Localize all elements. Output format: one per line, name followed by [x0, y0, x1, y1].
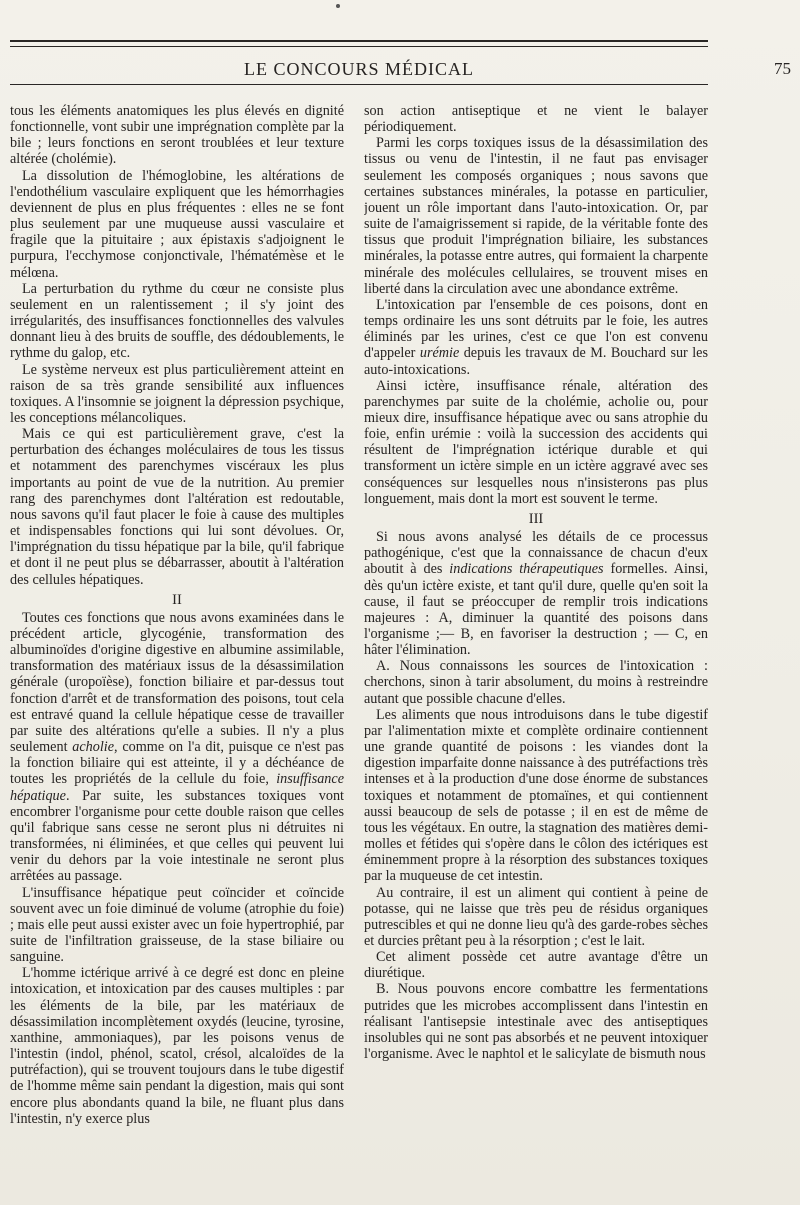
italic-term: indications thérapeutiques	[449, 561, 604, 578]
running-title: LE CONCOURS MÉDICAL	[243, 59, 474, 79]
paragraph	[364, 297, 708, 378]
paragraph: B. Nous pouvons encore combattre les fermentations putrides que les microbes accomplissent dans l'intestin en réalisant l'antisepsie intestinale avec des antiseptiques insolubles qui ne sont pas absorbés et ne peuvent intoxiquer l'organisme. Avec le naphtol et le salicylate de bismuth nous	[364, 981, 708, 1063]
paragraph: tous les éléments anatomiques les plus élevés en dignité fonctionnelle, vont subir une imprégnation complète par la bile ; leurs fonctions en seront troublées et leur texture altérée (cholémie).	[10, 103, 344, 168]
text-run: Toutes ces fonctions que nous avons examinées dans le précédent article, glycogénie, transformation des albuminoïdes d'origine digestive en albumine assimilable, transformation des matériaux issus de la désassimilation générale (uropoïèse), fonction biliaire et par-dessus tout fonction d'arrêt et de transformation des poisons, tout cela est entravé quand la cellule hépatique cesse de travailler par suite des altérations qu'elle a subies. Il n'y a plus seulement	[10, 609, 344, 756]
paragraph: Les aliments que nous introduisons dans le tube digestif par l'alimentation mixte et complète ordinaire contiennent une grande quantité de poisons : les viandes dont la digestion imparfaite donne naissance à des putréfactions très intenses et à la production d'une dose énorme de substances toxiques et notamment de ptomaïnes, et qui contiennent aussi beaucoup de sels de potasse ; il en est de même de tous les végétaux. En outre, la stagnation des matières demi-molles et fétides qui s'opère dans le côlon des ictériques est éminemment propre à la résorption des substances toxiques par la muqueuse de cet intestin.	[364, 706, 708, 885]
header-rule-thin	[10, 46, 708, 47]
paragraph: L'insuffisance hépatique peut coïncider et coïncide souvent avec un foie diminué de volume (atrophie du foie) ; mais elle peut aussi exister avec un foie hypertrophié, par suite de l'infiltration graisseuse, de la stase biliaire ou sanguine.	[10, 884, 344, 966]
section-number: III	[528, 510, 544, 527]
paragraph: Ainsi ictère, insuffisance rénale, altération des parenchymes par suite de la cholémie, acholie ou, pour mieux dire, insuffisance hépatique avec ou sans atrophie du foie, enfin urémie : voilà la succession des accidents qui résultent de l'imprégnation ictérique durable et qui transforment un ictère simple en un ictère aggravé avec ses conséquences sur lesquelles nous n'insisterons pas plus longuement, mais dont la mort est souvent le terme.	[364, 377, 708, 507]
header-rule-bottom	[10, 84, 708, 85]
print-speck	[336, 4, 340, 8]
italic-term: insuffisance hépatique	[10, 771, 344, 804]
paragraph: Cet aliment possède cet autre avantage d'être un diurétique.	[364, 949, 708, 982]
paragraph: Mais ce qui est particulièrement grave, c'est la perturbation des échanges moléculaires de tous les tissus et notamment des parenchymes viscéraux les plus importants au point de vue de la nutrition. Au premier rang des parenchymes dont l'altération est redoutable, nous savons qu'il faut placer le foie à cause des multiples et indispensables fonctions qui lui sont dévolues. Or, l'imprégnation du tissu hépatique par la bile, qu'il fabrique et dont il ne peut plus se débarrasser, aboutit à l'altération des cellules hépatiques.	[10, 426, 344, 588]
text-run: Si nous avons analysé les détails de ce processus pathogénique, c'est que la connaissance de chacun d'eux aboutit à des	[364, 529, 708, 578]
paragraph: Le système nerveux est plus particulièrement atteint en raison de sa très grande sensibilité aux influences toxiques. A l'insomnie se joignent la dépression psychique, les conceptions mélancoliques.	[10, 361, 344, 426]
paragraph: son action antiseptique et ne vient le balayer périodiquement.	[364, 103, 708, 136]
paragraph: Parmi les corps toxiques issus de la désassimilation des tissus ou venu de l'intestin, il ne faut pas envisager seulement les composés organiques ; nous savons que certaines substances minérales, la potasse en particulier, jouent un rôle important dans l'auto-intoxication. Or, par suite de l'amaigrissement si rapide, de la véritable fonte des tissus que produit l'imprégnation biliaire, les substances minérales, la potasse entre autres, qui formaient la charpente minérale des molécules cellulaires, se trouvent mises en liberté dans la circulation avec une abondance extrême.	[364, 135, 708, 297]
text-run: formelles. Ainsi, dès qu'un ictère existe, et tant qu'il dure, quelle qu'en soit la cause, il faut se préoccuper de remplir trois indications majeures : A, diminuer la quantité des poisons dans l'organisme ;— B, en favoriser la destruction ; — C, en hâter l'élimination.	[364, 561, 708, 659]
section-number: II	[172, 591, 182, 608]
paragraph: La dissolution de l'hémoglobine, les altérations de l'endothélium vasculaire expliquent que les hémorrhagies deviennent de plus en plus fréquentes : elles ne se font plus seulement par une muqueuse aussi vasculaire et fragile que la pituitaire ; aux épistaxis s'adjoignent le purpura, l'ecchymose conjonctivale, l'hématémèse et le mélœna.	[10, 167, 344, 281]
page-number: 75	[774, 59, 791, 78]
italic-term: urémie	[419, 345, 460, 362]
text-run: , comme on l'a dit, puisque ce n'est pas la fonction biliaire qui est atteinte, il y a déchéance de toutes les propriétés de la cellule du foie,	[10, 739, 344, 788]
paragraph: La perturbation du rythme du cœur ne consiste plus seulement en un ralentissement ; il s'y joint des irrégularités, des insuffisances fonctionnelles des valvules donnant lieu à des bruits de souffle, des dédoublements, le rythme du galop, etc.	[10, 280, 344, 362]
paragraph: Au contraire, il est un aliment qui contient à peine de potasse, qui ne laisse que très peu de résidus organiques putrescibles et qui ne donne lieu qu'à des garde-robes sèches et durcies prêtant peu à la résorption ; c'est le lait.	[364, 884, 708, 949]
italic-term: acholie	[72, 739, 115, 756]
paragraph: L'homme ictérique arrivé à ce degré est donc en pleine intoxication, et intoxication par des causes multiples : par les éléments de la bile, par les matériaux de désassimilation incomplètement oxydés (leucine, tyrosine, xanthine, ammoniaques), par les poisons venus de l'intestin (indol, phénol, scatol, crésol, alcaloïdes de la putréfaction), qui se trouvent toujours dans le tube digestif de l'homme même sain pendant la digestion, mais qui sont encore plus abondants quand la bile, ne fluant plus dans l'intestin, n'y exerce plus	[10, 965, 344, 1127]
paragraph	[364, 529, 708, 658]
page-header	[10, 40, 791, 88]
right-column	[364, 103, 708, 1188]
paragraph	[10, 610, 344, 885]
text-run: depuis les travaux de M. Bouchard sur les auto-intoxications.	[364, 345, 708, 378]
left-column	[10, 103, 344, 1188]
text-run: . Par suite, les substances toxiques vont encombrer l'organisme pour cette double raison que celles qu'il fabrique sans cesse ne seront plus ni détruites ni transformées, ni éliminées, et que celles qui peuvent lui venir du dehors par la voie intestinale ne seront plus arrêtées au passage.	[10, 787, 344, 885]
paragraph: A. Nous connaissons les sources de l'intoxication : cherchons, sinon à tarir absolument, du moins à restreindre autant que possible chacune d'elles.	[364, 658, 708, 707]
text-run: L'intoxication par l'ensemble de ces poisons, dont en temps ordinaire les uns sont détruits par le foie, les autres éliminés par les urines, c'est ce que l'on est convenu d'appeler	[364, 296, 708, 362]
header-rule-thick	[10, 40, 708, 42]
